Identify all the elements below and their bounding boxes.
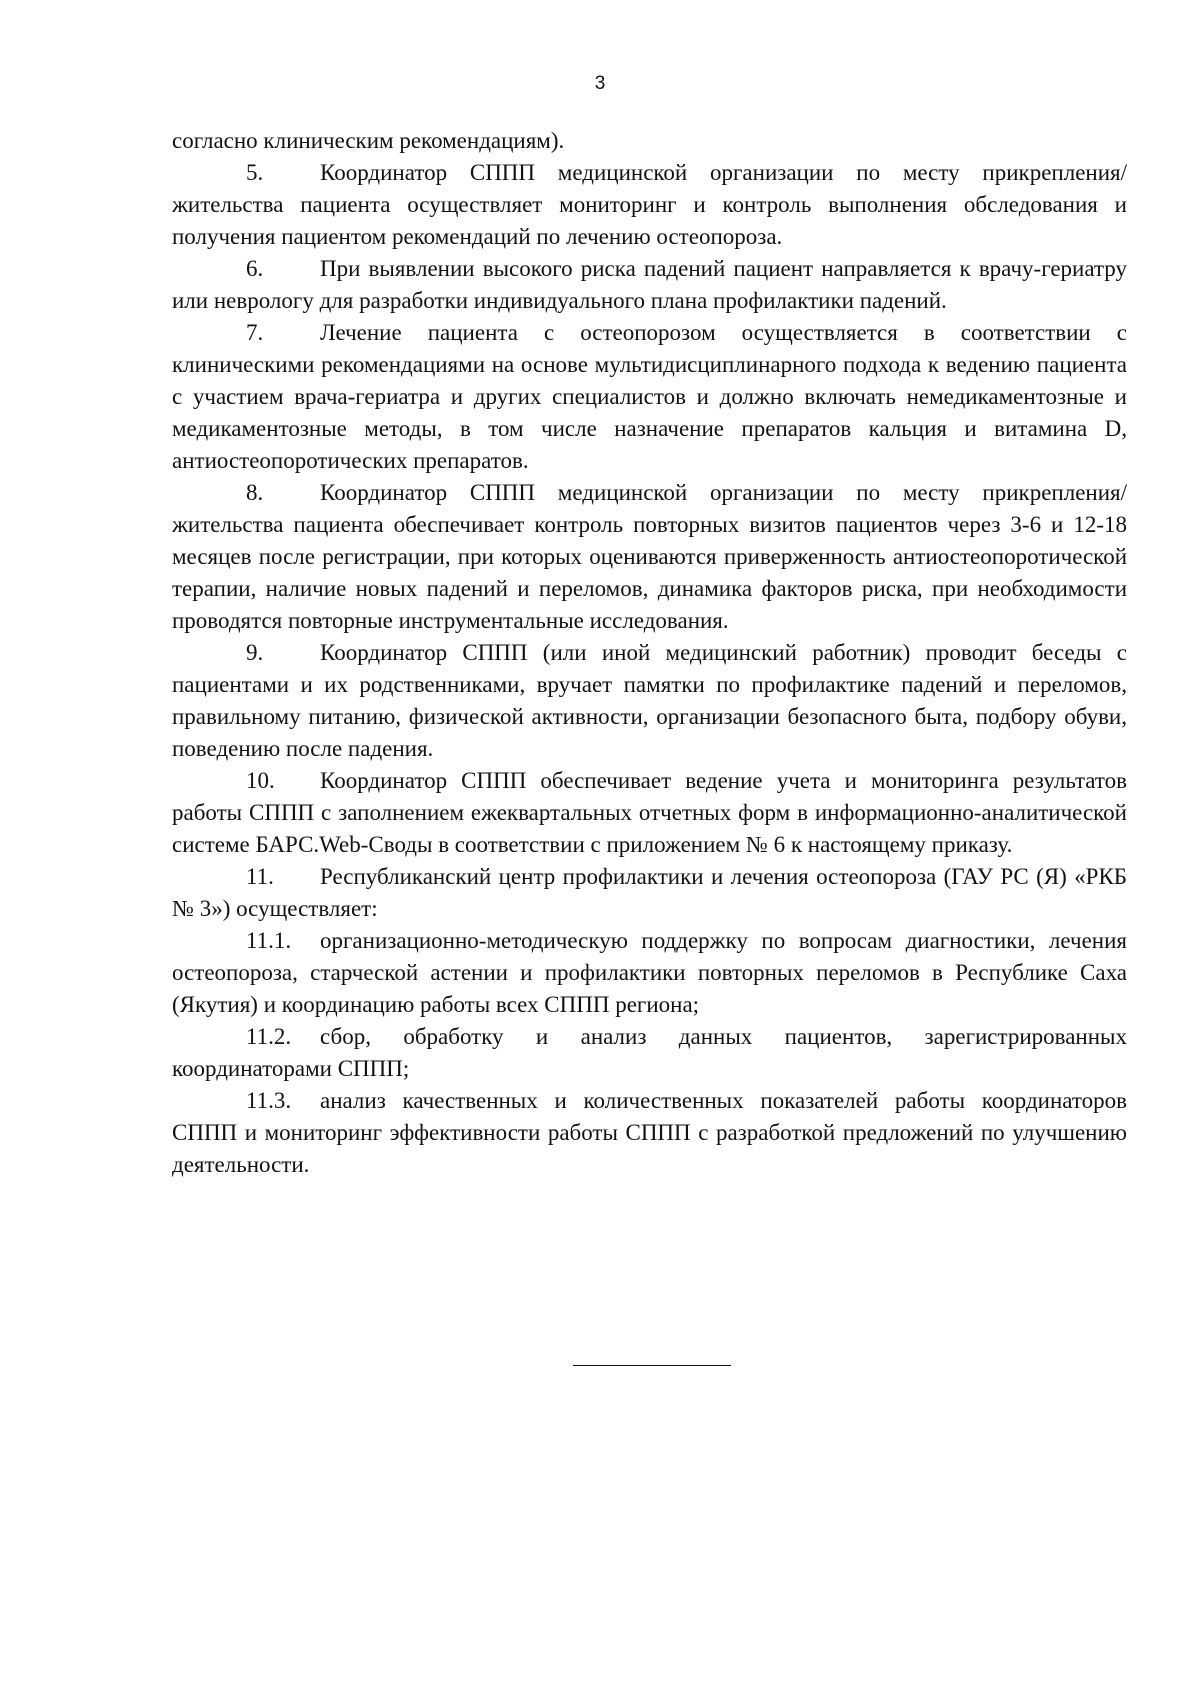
item-text: Координатор СППП медицинской организации по месту прикрепления/жительства пациента обеспечивает контроль повторных визитов пациентов через 3-6 и 12-18 месяцев после регистрации, при которых оцениваются приверженность антиостеопоротической терапии, наличие новых падений и переломов, динамика факторов риска, при необходимости проводятся повторные инструментальные исследования. xyxy=(172,480,1127,633)
item-text: Координатор СППП (или иной медицинский работник) проводит беседы с пациентами и их родственниками, вручает памятки по профилактике падений и переломов, правильному питанию, физической активности, организации безопасного быта, подбору обуви, поведению после падения. xyxy=(172,640,1127,761)
item-number: 8. xyxy=(246,480,264,505)
end-separator-line xyxy=(573,1365,731,1366)
document-body xyxy=(172,125,1127,1181)
item-text: Республиканский центр профилактики и лечения остеопороза (ГАУ РС (Я) «РКБ № 3») осуществляет: xyxy=(172,864,1127,921)
item-number: 7. xyxy=(246,320,264,345)
item-text: сбор, обработку и анализ данных пациентов, зарегистрированных координаторами СППП; xyxy=(172,1024,1127,1081)
list-item xyxy=(172,637,1127,765)
item-number: 9. xyxy=(246,640,264,665)
item-text: организационно-методическую поддержку по вопросам диагностики, лечения остеопороза, старческой астении и профилактики повторных переломов в Республике Саха (Якутия) и координацию работы всех СППП региона; xyxy=(172,928,1127,1017)
item-text: Лечение пациента с остеопорозом осуществляется в соответствии с клиническими рекомендациями на основе мультидисциплинарного подхода к ведению пациента с участием врача-гериатра и других специалистов и должно включать немедикаментозные и медикаментозные методы, в том числе назначение препаратов кальция и витамина D, антиостеопоротических препаратов. xyxy=(172,320,1127,473)
continuation-text: согласно клиническим рекомендациям). xyxy=(172,128,565,153)
item-text: При выявлении высокого риска падений пациент направляется к врачу-гериатру или неврологу для разработки индивидуального плана профилактики падений. xyxy=(172,256,1127,313)
list-item xyxy=(172,765,1127,861)
item-number: 5. xyxy=(246,160,264,185)
item-text: Координатор СППП медицинской организации по месту прикрепления/жительства пациента осуществляет мониторинг и контроль выполнения обследования и получения пациентом рекомендаций по лечению остеопороза. xyxy=(172,160,1127,249)
page-number: 3 xyxy=(594,73,606,94)
item-number: 11.1. xyxy=(246,928,292,953)
list-item xyxy=(172,253,1127,317)
list-item xyxy=(172,861,1127,925)
list-item xyxy=(172,157,1127,253)
item-number: 11.2. xyxy=(246,1024,292,1049)
list-item xyxy=(172,1021,1127,1085)
item-number: 10. xyxy=(246,768,275,793)
list-item xyxy=(172,317,1127,477)
list-item xyxy=(172,477,1127,637)
item-number: 11. xyxy=(246,864,274,889)
list-item xyxy=(172,1085,1127,1181)
item-number: 11.3. xyxy=(246,1088,292,1113)
item-text: Координатор СППП обеспечивает ведение учета и мониторинга результатов работы СППП с заполнением ежеквартальных отчетных форм в информационно-аналитической системе БАРС.Web-Своды в соответствии с приложением № 6 к настоящему приказу. xyxy=(172,768,1127,857)
list-item xyxy=(172,925,1127,1021)
item-text: анализ качественных и количественных показателей работы координаторов СППП и мониторинг эффективности работы СППП с разработкой предложений по улучшению деятельности. xyxy=(172,1088,1127,1177)
item-number: 6. xyxy=(246,256,264,281)
